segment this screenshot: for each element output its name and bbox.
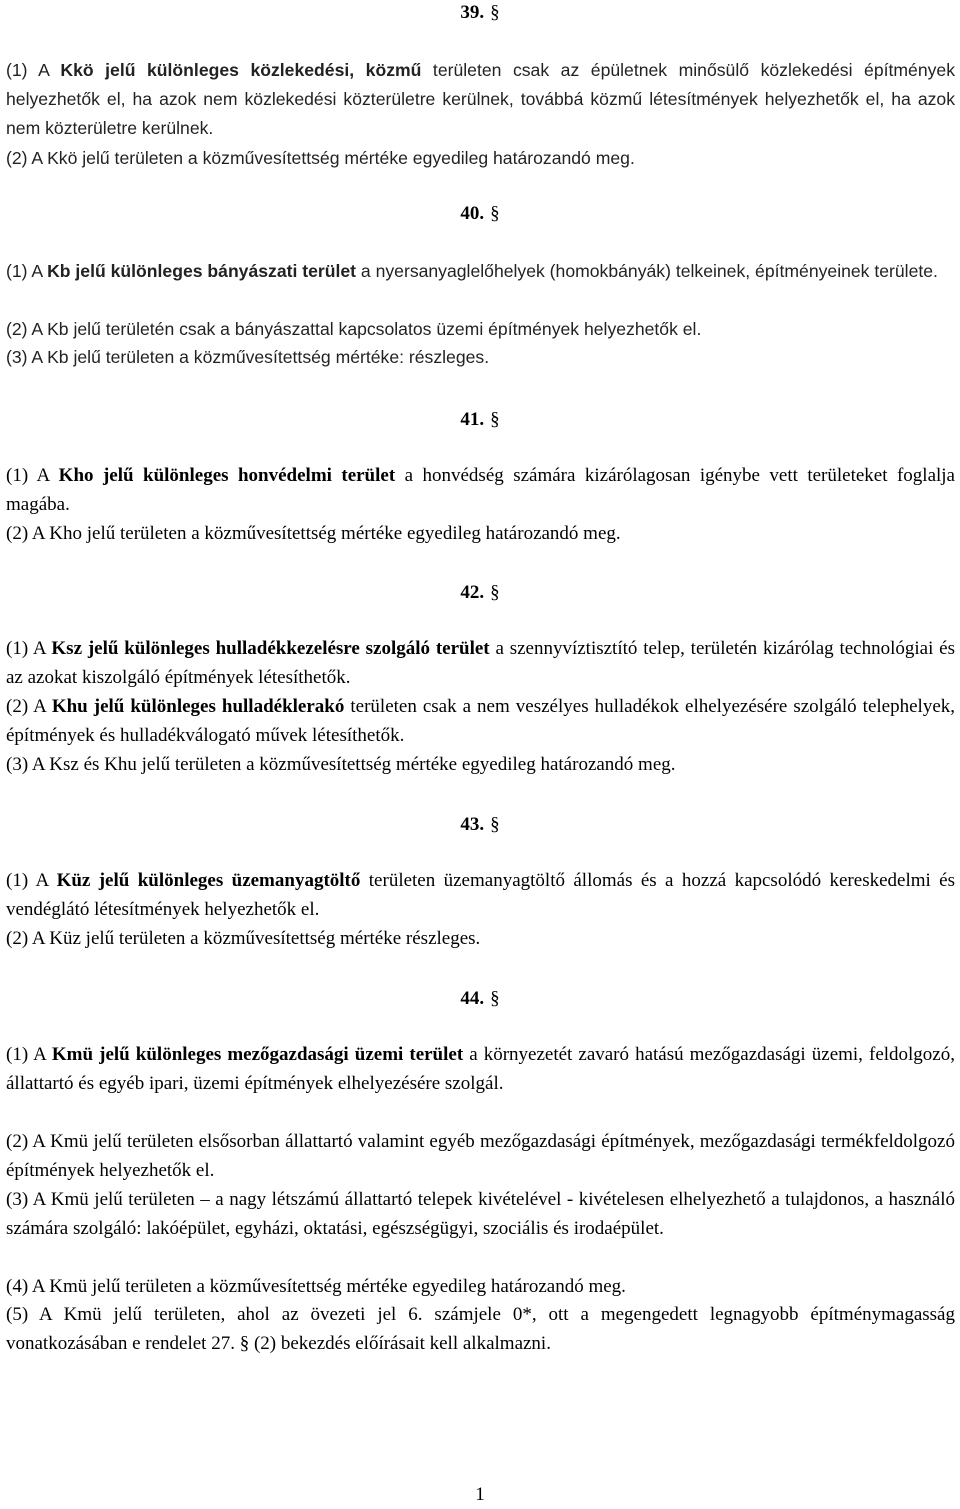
defined-zone-term: Küz jelű különleges üzemanyagtöltő [56, 870, 361, 891]
section-number: 39. [460, 2, 485, 23]
section-symbol: § [490, 409, 500, 430]
section-symbol: § [490, 2, 500, 23]
section-symbol: § [490, 988, 500, 1009]
section-heading-39 [0, 0, 960, 26]
section-symbol: § [490, 582, 500, 603]
section-number: 44. [460, 988, 485, 1009]
section-heading-44 [0, 986, 960, 1012]
paragraph-40-3: (3) A Kb jelű területen a közművesítettség mértéke: részleges. [6, 347, 490, 367]
defined-zone-term: Kkö jelű különleges közlekedési, közmű [60, 60, 422, 80]
section-number: 41. [460, 409, 485, 430]
defined-zone-term: Ksz jelű különleges hulladékkezelésre szolgáló terület [51, 638, 490, 659]
paragraph-42-2: (2) A Khu jelű különleges hulladéklerakó területen csak a nem veszélyes hulladékok elhelyezésére szolgáló telephelyek, építmények és hulladékválogató művek létesíthetők. [6, 696, 955, 746]
paragraph-43-2: (2) A Küz jelű területen a közművesítettség mértéke részleges. [6, 928, 481, 949]
page-number: 1 [475, 1484, 485, 1505]
paragraph-39-2: (2) A Kkö jelű területen a közművesítettség mértéke egyedileg határozandó meg. [6, 148, 635, 168]
paragraph-41-1: (1) A Kho jelű különleges honvédelmi terület a honvédség számára kizárólagosan igénybe vett területeket foglalja magába. [6, 465, 955, 515]
paragraph-40-1: (1) A Kb jelű különleges bányászati terület a nyersanyaglelőhelyek (homokbányák) telkeinek, építményeinek területe. [6, 261, 938, 281]
paragraph-44-2: (2) A Kmü jelű területen elsősorban állattartó valamint egyéb mezőgazdasági építmények, mezőgazdasági termékfeldolgozó építmények helyezhetők el. [6, 1131, 955, 1181]
paragraph-39-1: (1) A Kkö jelű különleges közlekedési, közmű területen csak az épületnek minősülő közlekedési építmények helyezhetők el, ha azok nem közlekedési közterületre kerülnek, továbbá közmű létesítmények helyezhetők el, ha azok nem közterületre kerülnek. [6, 60, 955, 138]
section-symbol: § [490, 203, 500, 224]
section-number: 43. [460, 814, 485, 835]
paragraph-40-2: (2) A Kb jelű területén csak a bányászattal kapcsolatos üzemi építmények helyezhetők el. [6, 319, 702, 339]
paragraph-44-3: (3) A Kmü jelű területen – a nagy létszámú állattartó telepek kivételével - kivételesen elhelyezhető a tulajdonos, a használó számára szolgáló: lakóépület, egyházi, oktatási, egészségügyi, szociális és irodaépület. [6, 1189, 955, 1239]
defined-zone-term: Khu jelű különleges hulladéklerakó [51, 696, 345, 717]
defined-zone-term: Kb jelű különleges bányászati terület [47, 261, 357, 281]
section-symbol: § [490, 814, 500, 835]
section-number: 42. [460, 582, 485, 603]
paragraph-41-2: (2) A Kho jelű területen a közművesítettség mértéke egyedileg határozandó meg. [6, 523, 621, 544]
paragraph-42-3: (3) A Ksz és Khu jelű területen a közművesítettség mértéke egyedileg határozandó meg. [6, 754, 676, 775]
paragraph-43-1: (1) A Küz jelű különleges üzemanyagtöltő területen üzemanyagtöltő állomás és a hozzá kapcsolódó kereskedelmi és vendéglátó létesítmények helyezhetők el. [6, 870, 955, 920]
paragraph-44-1: (1) A Kmü jelű különleges mezőgazdasági üzemi terület a környezetét zavaró hatású mezőgazdasági üzemi, feldolgozó, állattartó és egyéb ipari, üzemi építmények elhelyezésére szolgál. [6, 1044, 955, 1094]
paragraph-44-5: (5) A Kmü jelű területen, ahol az övezeti jel 6. számjele 0*, ott a megengedett legnagyobb építménymagasság vonatkozásában e rendelet 27. § (2) bekezdés előírásait kell alkalmazni. [6, 1304, 955, 1354]
paragraph-44-4: (4) A Kmü jelű területen a közművesítettség mértéke egyedileg határozandó meg. [6, 1276, 626, 1297]
section-heading-42 [0, 580, 960, 606]
paragraph-42-1: (1) A Ksz jelű különleges hulladékkezelésre szolgáló terület a szennyvíztisztító telep, területén kizárólag technológiai és az azokat kiszolgáló építmények létesíthetők. [6, 638, 956, 688]
section-heading-43 [0, 812, 960, 838]
defined-zone-term: Kmü jelű különleges mezőgazdasági üzemi terület [51, 1044, 464, 1065]
section-heading-41 [0, 407, 960, 433]
defined-zone-term: Kho jelű különleges honvédelmi terület [58, 465, 396, 486]
section-number: 40. [460, 203, 485, 224]
section-heading-40 [0, 201, 960, 227]
